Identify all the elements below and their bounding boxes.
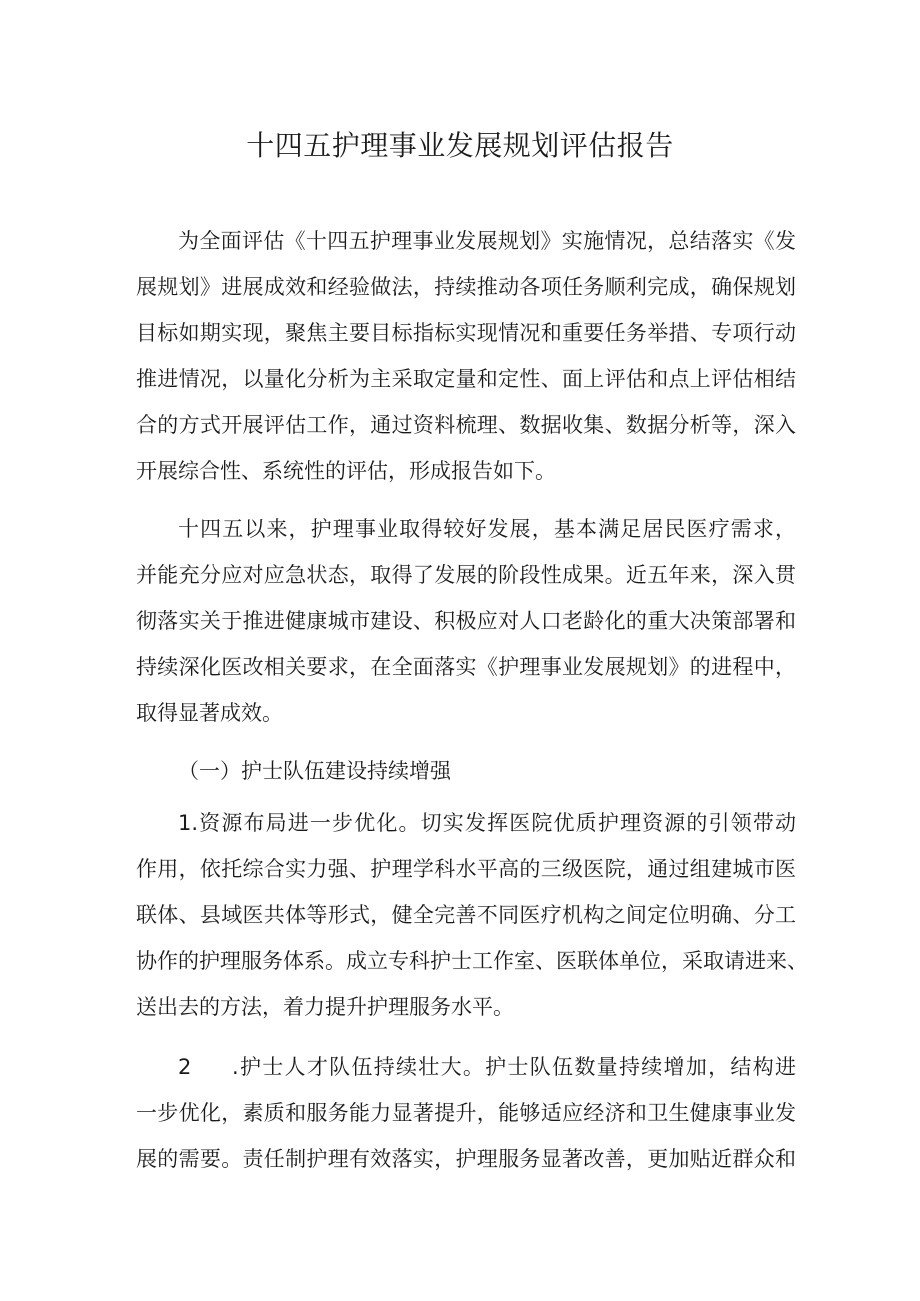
- paragraph-line: 协作的护理服务体系。成立专科护士工作室、医联体单位，采取请进来、: [136, 949, 808, 973]
- paragraph-line: 十四五以来，护理事业取得较好发展，基本满足居民医疗需求，: [178, 517, 796, 541]
- paragraph-line: 合的方式开展评估工作，通过资料梳理、数据收集、数据分析等，深入: [136, 413, 796, 437]
- paragraph-line: 目标如期实现，聚焦主要目标指标实现情况和重要任务举措、专项行动: [136, 321, 796, 345]
- paragraph-line: 并能充分应对应急状态，取得了发展的阶段性成果。近五年来，深入贯: [136, 563, 796, 587]
- page-title: 十四五护理事业发展规划评估报告: [246, 129, 674, 162]
- paragraph-line: 作用，依托综合实力强、护理学科水平高的三级医院，通过组建城市医: [136, 857, 796, 881]
- item-text: .护士人才队伍持续壮大。护士队伍数量持续增加，结构进: [232, 1055, 796, 1079]
- paragraph-line: 送出去的方法，着力提升护理服务水平。: [136, 995, 514, 1019]
- paragraph-line: 联体、县域医共体等形式，健全完善不同医疗机构之间定位明确、分工: [136, 903, 796, 927]
- paragraph-line: 取得显著成效。: [136, 701, 283, 725]
- paragraph-line: 开展综合性、系统性的评估，形成报告如下。: [136, 459, 556, 483]
- paragraph-line: 展的需要。责任制护理有效落实，护理服务显著改善，更加贴近群众和: [136, 1147, 796, 1171]
- section-heading: （一）护士队伍建设持续增强: [178, 759, 451, 783]
- paragraph-line: 推进情况，以量化分析为主采取定量和定性、面上评估和点上评估相结: [136, 367, 796, 391]
- paragraph-line: 一步优化，素质和服务能力显著提升，能够适应经济和卫生健康事业发: [136, 1101, 796, 1125]
- paragraph-line: [178, 1052, 796, 1082]
- item-number: 2: [178, 1055, 192, 1079]
- paragraph-line: 持续深化医改相关要求，在全面落实《护理事业发展规划》的进程中，: [136, 655, 796, 679]
- paragraph-line: 为全面评估《十四五护理事业发展规划》实施情况，总结落实《发: [178, 229, 796, 253]
- paragraph-line: 彻落实关于推进健康城市建设、积极应对人口老龄化的重大决策部署和: [136, 609, 796, 633]
- paragraph-line: 展规划》进展成效和经验做法，持续推动各项任务顺利完成，确保规划: [136, 275, 796, 299]
- paragraph-line: 1.资源布局进一步优化。切实发挥医院优质护理资源的引领带动: [178, 811, 796, 835]
